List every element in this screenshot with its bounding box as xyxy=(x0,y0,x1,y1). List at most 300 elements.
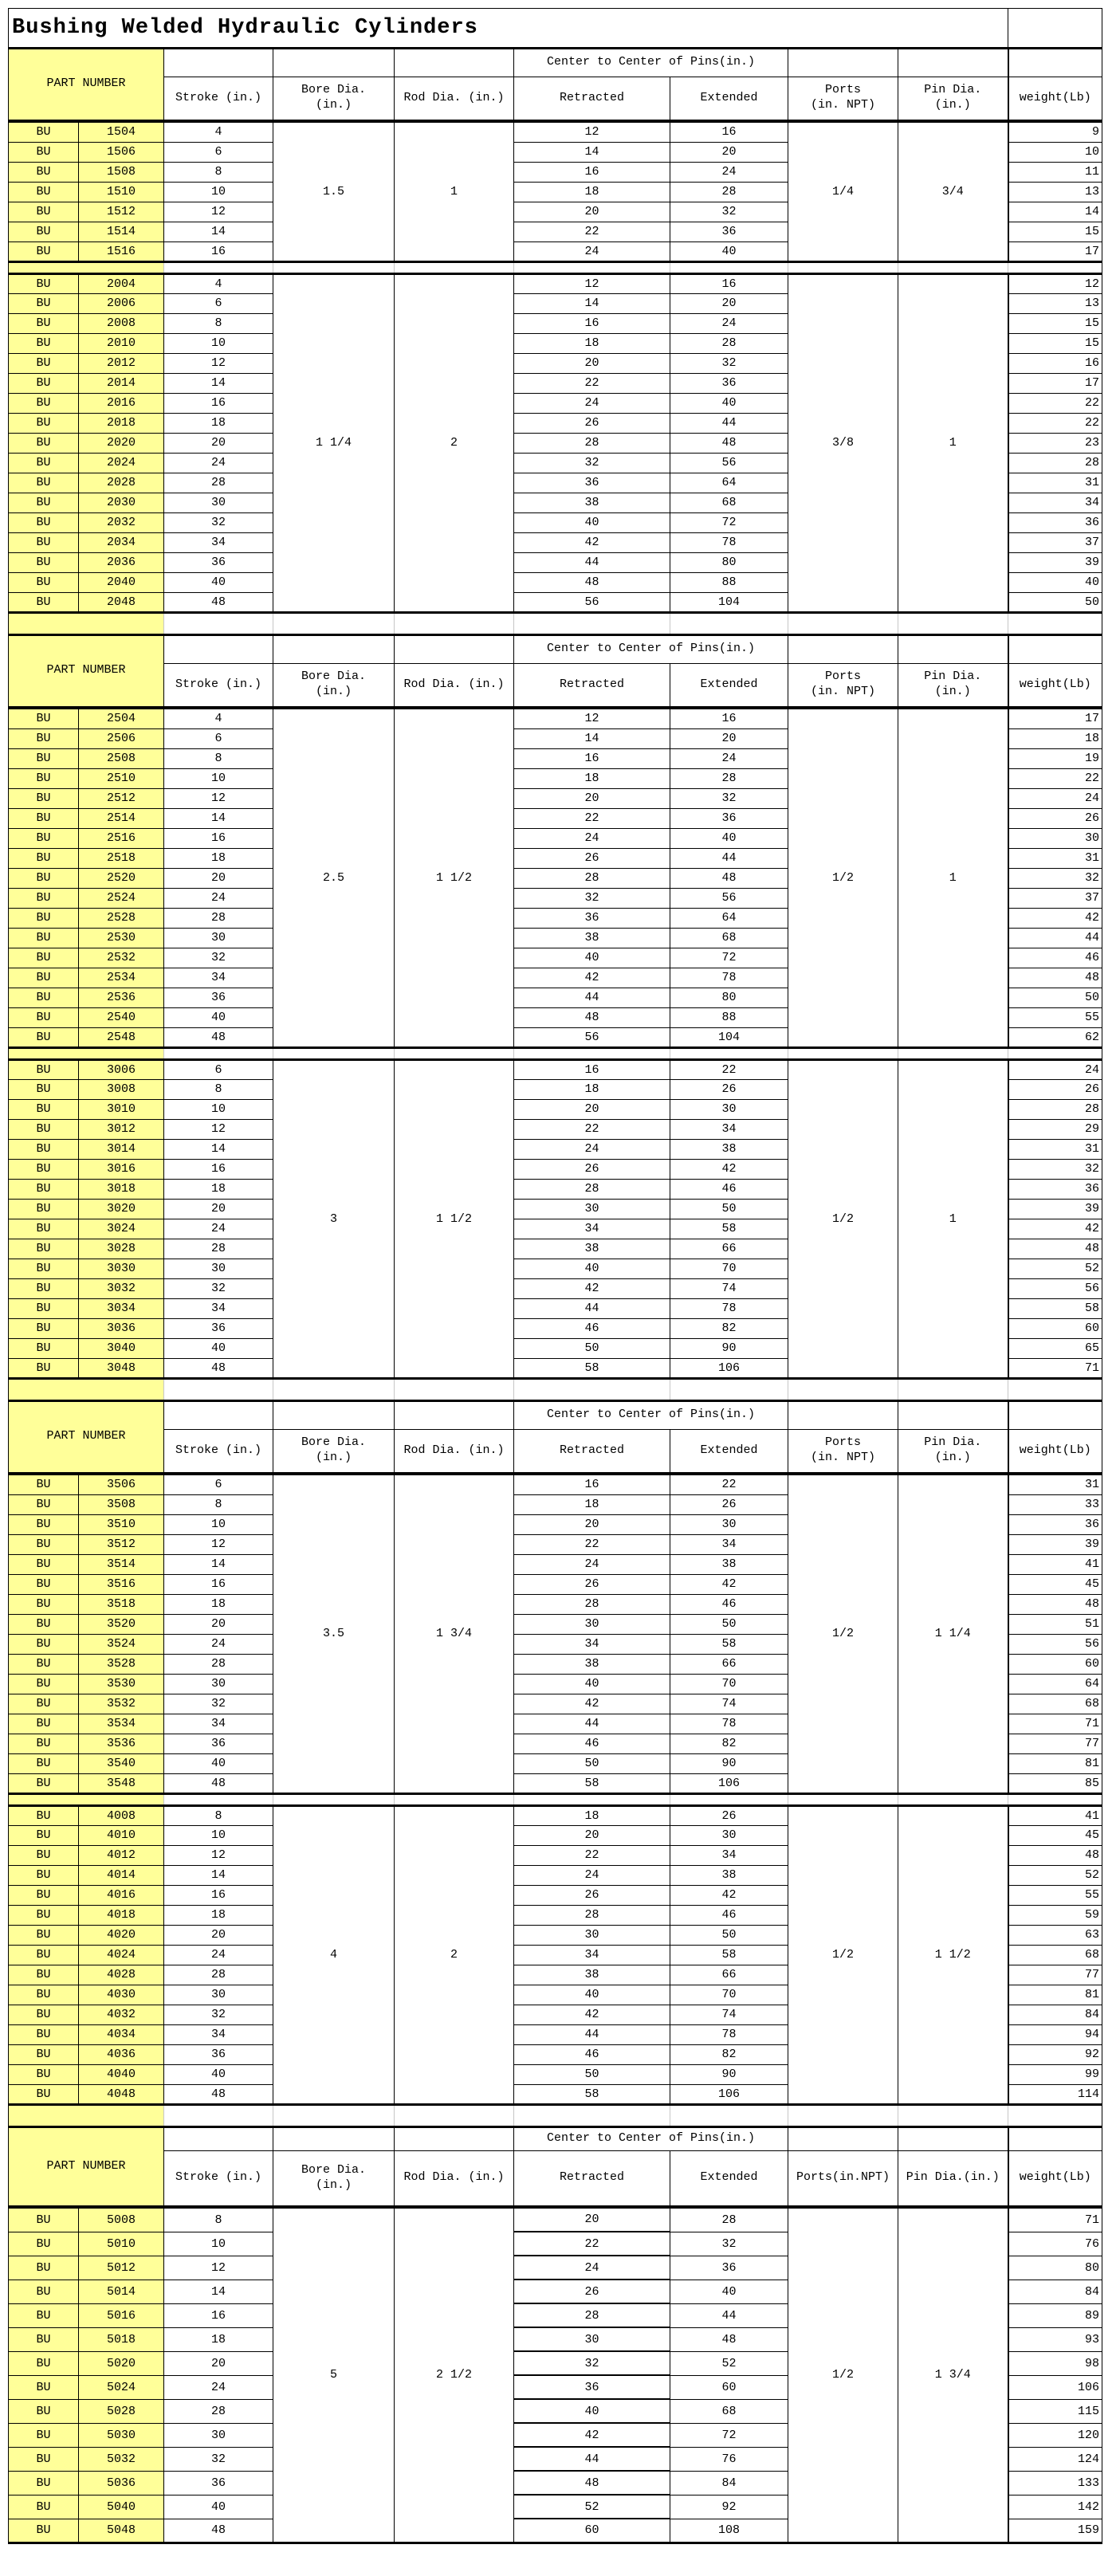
cell-retracted: 32 xyxy=(514,2351,670,2375)
cell-weight: 93 xyxy=(1008,2327,1102,2351)
cell-part-number: 2048 xyxy=(79,592,164,612)
header-weight: weight(Lb) xyxy=(1008,1429,1102,1473)
cell-part-number: 4048 xyxy=(79,2084,164,2104)
header-blank-bore xyxy=(273,48,395,77)
header-part-number: PART NUMBER xyxy=(9,634,164,707)
cell-weight: 77 xyxy=(1008,1965,1102,1985)
cell-part-prefix: BU xyxy=(9,1925,79,1945)
cell-weight: 84 xyxy=(1008,2005,1102,2024)
cell-retracted: 26 xyxy=(514,413,670,433)
cell-extended: 36 xyxy=(670,808,788,828)
cell-extended: 44 xyxy=(670,2303,788,2327)
cell-retracted: 22 xyxy=(514,1534,670,1554)
cell-stroke: 30 xyxy=(164,493,273,512)
cell-extended: 26 xyxy=(670,1805,788,1825)
cell-retracted: 20 xyxy=(514,353,670,373)
cell-extended: 84 xyxy=(670,2471,788,2495)
cell-part-number: 5010 xyxy=(79,2232,164,2256)
cell-stroke: 32 xyxy=(164,2005,273,2024)
cell-pin-merged: 1 xyxy=(898,709,1008,1047)
cell-retracted: 16 xyxy=(514,1059,670,1079)
cell-stroke: 24 xyxy=(164,1945,273,1965)
cell-stroke: 6 xyxy=(164,1475,273,1494)
cell-rod-merged: 1 1/2 xyxy=(395,709,514,1047)
cell-ports-merged: 1/2 xyxy=(788,1805,898,2104)
cell-stroke: 4 xyxy=(164,122,273,142)
cell-part-prefix: BU xyxy=(9,202,79,222)
table-header-2 xyxy=(8,634,1102,709)
table-header-0 xyxy=(8,47,1102,122)
cell-part-prefix: BU xyxy=(9,532,79,552)
cell-retracted: 42 xyxy=(514,2005,670,2024)
cell-extended: 64 xyxy=(670,908,788,928)
section-5-table xyxy=(8,1475,1102,1795)
cell-weight: 19 xyxy=(1008,748,1102,768)
cell-retracted: 16 xyxy=(514,1475,670,1494)
cell-weight: 81 xyxy=(1008,1753,1102,1773)
cell-weight: 37 xyxy=(1008,888,1102,908)
header-retracted: Retracted xyxy=(514,663,670,707)
cell-extended: 24 xyxy=(670,748,788,768)
cell-extended: 80 xyxy=(670,552,788,572)
header-blank-pin xyxy=(898,1400,1008,1429)
spacer-part-cell xyxy=(9,1380,164,1400)
cell-extended: 48 xyxy=(670,868,788,888)
cell-stroke: 14 xyxy=(164,1865,273,1885)
cell-part-number: 2528 xyxy=(79,908,164,928)
cell-retracted: 42 xyxy=(514,1694,670,1714)
cell-extended: 58 xyxy=(670,1219,788,1239)
cell-weight: 16 xyxy=(1008,353,1102,373)
header-blank-rod xyxy=(395,2126,514,2150)
cell-part-prefix: BU xyxy=(9,1139,79,1159)
cell-retracted: 46 xyxy=(514,1318,670,1338)
cell-part-prefix: BU xyxy=(9,1825,79,1845)
cell-part-prefix: BU xyxy=(9,552,79,572)
cell-part-number: 3018 xyxy=(79,1179,164,1199)
cell-retracted: 40 xyxy=(514,1259,670,1278)
cell-stroke: 12 xyxy=(164,353,273,373)
cell-weight: 115 xyxy=(1008,2399,1102,2423)
header-blank-weight xyxy=(1008,1400,1102,1429)
cell-weight: 84 xyxy=(1008,2280,1102,2303)
cell-extended: 16 xyxy=(670,709,788,728)
cell-part-number: 2518 xyxy=(79,848,164,868)
cell-retracted: 28 xyxy=(514,1905,670,1925)
cell-retracted: 40 xyxy=(514,512,670,532)
cell-part-number: 3512 xyxy=(79,1534,164,1554)
cell-weight: 33 xyxy=(1008,1494,1102,1514)
cell-part-prefix: BU xyxy=(9,2208,79,2232)
cell-weight: 81 xyxy=(1008,1985,1102,2005)
cell-part-number: 5028 xyxy=(79,2399,164,2423)
cell-stroke: 28 xyxy=(164,473,273,493)
header-blank-pin xyxy=(898,634,1008,663)
cell-extended: 46 xyxy=(670,1594,788,1614)
cell-part-number: 3016 xyxy=(79,1159,164,1179)
cell-extended: 42 xyxy=(670,1159,788,1179)
cell-weight: 32 xyxy=(1008,1159,1102,1179)
page-title: Bushing Welded Hydraulic Cylinders xyxy=(12,15,478,40)
cell-extended: 58 xyxy=(670,1945,788,1965)
title-row-right-cell xyxy=(1008,9,1102,47)
cell-weight: 48 xyxy=(1008,968,1102,988)
cell-retracted: 40 xyxy=(514,2399,670,2423)
cell-weight: 114 xyxy=(1008,2084,1102,2104)
cell-part-prefix: BU xyxy=(9,2256,79,2280)
cell-retracted: 24 xyxy=(514,393,670,413)
cell-part-number: 3532 xyxy=(79,1694,164,1714)
header-blank-pin xyxy=(898,2126,1008,2150)
cell-part-number: 2548 xyxy=(79,1027,164,1047)
cell-part-prefix: BU xyxy=(9,1099,79,1119)
cell-pin-merged: 3/4 xyxy=(898,122,1008,261)
cell-part-number: 5012 xyxy=(79,2256,164,2280)
cell-bore-merged: 3.5 xyxy=(273,1475,395,1793)
header-weight: weight(Lb) xyxy=(1008,77,1102,120)
cell-weight: 36 xyxy=(1008,1514,1102,1534)
cell-retracted: 38 xyxy=(514,928,670,948)
cell-weight: 48 xyxy=(1008,1845,1102,1865)
cell-part-prefix: BU xyxy=(9,2447,79,2471)
cell-stroke: 48 xyxy=(164,2519,273,2543)
cell-weight: 39 xyxy=(1008,552,1102,572)
cell-rod-merged: 2 1/2 xyxy=(395,2208,514,2543)
cell-part-prefix: BU xyxy=(9,493,79,512)
cell-weight: 60 xyxy=(1008,1318,1102,1338)
cell-retracted: 38 xyxy=(514,1965,670,1985)
cell-weight: 37 xyxy=(1008,532,1102,552)
cell-stroke: 40 xyxy=(164,572,273,592)
cell-weight: 48 xyxy=(1008,1594,1102,1614)
cell-weight: 24 xyxy=(1008,788,1102,808)
cell-weight: 94 xyxy=(1008,2024,1102,2044)
cell-stroke: 14 xyxy=(164,373,273,393)
cell-retracted: 48 xyxy=(514,1007,670,1027)
cell-stroke: 40 xyxy=(164,2495,273,2519)
cell-retracted: 40 xyxy=(514,948,670,968)
cell-part-number: 5032 xyxy=(79,2447,164,2471)
cell-extended: 24 xyxy=(670,162,788,182)
cell-stroke: 14 xyxy=(164,1139,273,1159)
cell-weight: 39 xyxy=(1008,1534,1102,1554)
cell-extended: 70 xyxy=(670,1259,788,1278)
cell-part-prefix: BU xyxy=(9,1239,79,1259)
cell-part-number: 2034 xyxy=(79,532,164,552)
cell-weight: 22 xyxy=(1008,393,1102,413)
cell-part-prefix: BU xyxy=(9,2375,79,2399)
header-blank-ports xyxy=(788,1400,898,1429)
cell-retracted: 34 xyxy=(514,1219,670,1239)
cell-extended: 20 xyxy=(670,142,788,162)
cell-part-prefix: BU xyxy=(9,1674,79,1694)
cell-extended: 40 xyxy=(670,2280,788,2303)
cell-stroke: 24 xyxy=(164,1634,273,1654)
section-spacer xyxy=(8,1795,1102,1804)
cell-weight: 133 xyxy=(1008,2471,1102,2495)
cell-stroke: 12 xyxy=(164,1845,273,1865)
header-retracted: Retracted xyxy=(514,1429,670,1473)
cell-retracted: 24 xyxy=(514,242,670,261)
cell-part-number: 2024 xyxy=(79,453,164,473)
cell-part-prefix: BU xyxy=(9,1985,79,2005)
cell-weight: 28 xyxy=(1008,1099,1102,1119)
cell-retracted: 24 xyxy=(514,1554,670,1574)
cell-extended: 20 xyxy=(670,293,788,313)
cell-retracted: 42 xyxy=(514,968,670,988)
cell-extended: 68 xyxy=(670,928,788,948)
header-extended: Extended xyxy=(670,77,788,120)
cell-stroke: 30 xyxy=(164,2423,273,2447)
cell-part-prefix: BU xyxy=(9,122,79,142)
cell-stroke: 28 xyxy=(164,1654,273,1674)
cell-part-prefix: BU xyxy=(9,1554,79,1574)
cell-weight: 22 xyxy=(1008,413,1102,433)
header-extended: Extended xyxy=(670,1429,788,1473)
cell-retracted: 28 xyxy=(514,2303,670,2327)
cell-stroke: 40 xyxy=(164,2064,273,2084)
cell-part-prefix: BU xyxy=(9,2471,79,2495)
cell-part-prefix: BU xyxy=(9,273,79,293)
cell-retracted: 44 xyxy=(514,2447,670,2471)
cell-extended: 106 xyxy=(670,1773,788,1793)
cell-stroke: 12 xyxy=(164,2256,273,2280)
cell-part-number: 2010 xyxy=(79,333,164,353)
cell-stroke: 32 xyxy=(164,2447,273,2471)
table-root xyxy=(8,47,1102,2544)
cell-extended: 78 xyxy=(670,1298,788,1318)
cell-weight: 28 xyxy=(1008,453,1102,473)
cell-extended: 28 xyxy=(670,182,788,202)
header-ports: Ports(in.NPT) xyxy=(788,2150,898,2206)
cell-part-prefix: BU xyxy=(9,1199,79,1219)
cell-weight: 46 xyxy=(1008,948,1102,968)
cell-extended: 34 xyxy=(670,1845,788,1865)
cell-part-prefix: BU xyxy=(9,728,79,748)
cell-part-prefix: BU xyxy=(9,709,79,728)
cell-extended: 28 xyxy=(670,768,788,788)
cell-part-number: 4030 xyxy=(79,1985,164,2005)
cell-part-prefix: BU xyxy=(9,1318,79,1338)
cell-part-number: 2008 xyxy=(79,313,164,333)
cell-extended: 70 xyxy=(670,1674,788,1694)
cell-part-number: 3510 xyxy=(79,1514,164,1534)
cell-retracted: 14 xyxy=(514,728,670,748)
cell-weight: 55 xyxy=(1008,1885,1102,1905)
header-blank-stroke xyxy=(164,1400,273,1429)
header-blank-stroke xyxy=(164,48,273,77)
header-bore: Bore Dia. (in.) xyxy=(273,1429,395,1473)
header-part-number: PART NUMBER xyxy=(9,48,164,120)
spacer-part-cell xyxy=(9,614,164,634)
cell-weight: 56 xyxy=(1008,1278,1102,1298)
header-rod: Rod Dia. (in.) xyxy=(395,2150,514,2206)
table-row xyxy=(9,2208,1102,2232)
cell-part-prefix: BU xyxy=(9,908,79,928)
cell-stroke: 10 xyxy=(164,1099,273,1119)
cell-extended: 74 xyxy=(670,1694,788,1714)
cell-part-prefix: BU xyxy=(9,2399,79,2423)
cell-weight: 48 xyxy=(1008,1239,1102,1259)
cell-extended: 56 xyxy=(670,888,788,908)
cell-stroke: 16 xyxy=(164,1885,273,1905)
cell-part-number: 5036 xyxy=(79,2471,164,2495)
cell-extended: 36 xyxy=(670,222,788,242)
cell-weight: 14 xyxy=(1008,202,1102,222)
cell-stroke: 36 xyxy=(164,1318,273,1338)
header-center-pins: Center to Center of Pins(in.) xyxy=(514,2126,788,2150)
cell-part-number: 1512 xyxy=(79,202,164,222)
cell-stroke: 32 xyxy=(164,1694,273,1714)
header-retracted: Retracted xyxy=(514,2150,670,2206)
cell-extended: 66 xyxy=(670,1965,788,1985)
cell-part-number: 3040 xyxy=(79,1338,164,1358)
cell-extended: 20 xyxy=(670,728,788,748)
cell-stroke: 12 xyxy=(164,1534,273,1554)
cell-bore-merged: 3 xyxy=(273,1059,395,1378)
cell-retracted: 50 xyxy=(514,1753,670,1773)
cell-part-prefix: BU xyxy=(9,1714,79,1734)
cell-part-number: 2540 xyxy=(79,1007,164,1027)
cell-part-number: 2536 xyxy=(79,988,164,1007)
cell-weight: 68 xyxy=(1008,1694,1102,1714)
cell-retracted: 22 xyxy=(514,1845,670,1865)
cell-part-number: 1504 xyxy=(79,122,164,142)
cell-extended: 40 xyxy=(670,828,788,848)
cell-part-prefix: BU xyxy=(9,1734,79,1753)
cell-rod-merged: 1 1/2 xyxy=(395,1059,514,1378)
cell-retracted: 20 xyxy=(514,2208,670,2232)
cell-stroke: 8 xyxy=(164,313,273,333)
table-header-6 xyxy=(8,2126,1102,2208)
header-blank-ports xyxy=(788,634,898,663)
cell-part-prefix: BU xyxy=(9,353,79,373)
cell-part-number: 1508 xyxy=(79,162,164,182)
cell-weight: 50 xyxy=(1008,988,1102,1007)
cell-part-prefix: BU xyxy=(9,1494,79,1514)
header-part-number: PART NUMBER xyxy=(9,2126,164,2206)
cell-extended: 36 xyxy=(670,373,788,393)
table-row xyxy=(9,273,1102,293)
cell-stroke: 18 xyxy=(164,2327,273,2351)
cell-retracted: 26 xyxy=(514,1885,670,1905)
cell-extended: 74 xyxy=(670,1278,788,1298)
cell-part-prefix: BU xyxy=(9,1614,79,1634)
title-block xyxy=(8,8,1102,47)
cell-weight: 24 xyxy=(1008,1059,1102,1079)
cell-part-prefix: BU xyxy=(9,948,79,968)
section-6-table xyxy=(8,1804,1102,2106)
cell-retracted: 24 xyxy=(514,2256,670,2280)
cell-part-number: 2012 xyxy=(79,353,164,373)
cell-weight: 26 xyxy=(1008,1079,1102,1099)
cell-retracted: 26 xyxy=(514,1159,670,1179)
cell-stroke: 16 xyxy=(164,393,273,413)
cell-retracted: 22 xyxy=(514,2232,670,2256)
cell-extended: 72 xyxy=(670,948,788,968)
cell-stroke: 36 xyxy=(164,2044,273,2064)
cell-part-number: 2016 xyxy=(79,393,164,413)
cell-part-prefix: BU xyxy=(9,1574,79,1594)
cell-part-number: 3014 xyxy=(79,1139,164,1159)
cell-retracted: 12 xyxy=(514,709,670,728)
cell-extended: 72 xyxy=(670,2423,788,2447)
cell-part-prefix: BU xyxy=(9,1159,79,1179)
cell-stroke: 10 xyxy=(164,333,273,353)
cell-retracted: 58 xyxy=(514,1358,670,1378)
cell-part-prefix: BU xyxy=(9,512,79,532)
cell-stroke: 48 xyxy=(164,1358,273,1378)
cell-retracted: 44 xyxy=(514,2024,670,2044)
section-1-table xyxy=(8,122,1102,263)
cell-stroke: 24 xyxy=(164,1219,273,1239)
cell-extended: 46 xyxy=(670,1905,788,1925)
cell-part-number: 2014 xyxy=(79,373,164,393)
header-blank-rod xyxy=(395,48,514,77)
header-bore: Bore Dia. (in.) xyxy=(273,77,395,120)
cell-stroke: 36 xyxy=(164,1734,273,1753)
header-stroke: Stroke (in.) xyxy=(164,1429,273,1473)
cell-weight: 11 xyxy=(1008,162,1102,182)
table-row xyxy=(9,1059,1102,1079)
cell-extended: 50 xyxy=(670,1614,788,1634)
cell-retracted: 18 xyxy=(514,768,670,788)
cell-bore-merged: 1.5 xyxy=(273,122,395,261)
header-weight: weight(Lb) xyxy=(1008,2150,1102,2206)
cell-retracted: 44 xyxy=(514,988,670,1007)
cell-part-prefix: BU xyxy=(9,1654,79,1674)
header-pin: Pin Dia. (in.) xyxy=(898,663,1008,707)
cell-weight: 85 xyxy=(1008,1773,1102,1793)
cell-extended: 42 xyxy=(670,1885,788,1905)
cell-stroke: 4 xyxy=(164,709,273,728)
cell-weight: 52 xyxy=(1008,1865,1102,1885)
cell-part-prefix: BU xyxy=(9,2044,79,2064)
cell-retracted: 44 xyxy=(514,1298,670,1318)
cell-part-number: 3006 xyxy=(79,1059,164,1079)
cell-part-number: 4010 xyxy=(79,1825,164,1845)
cell-weight: 60 xyxy=(1008,1654,1102,1674)
cell-weight: 13 xyxy=(1008,293,1102,313)
cell-stroke: 10 xyxy=(164,2232,273,2256)
cell-part-prefix: BU xyxy=(9,242,79,261)
cell-part-prefix: BU xyxy=(9,2519,79,2543)
cell-retracted: 60 xyxy=(514,2519,670,2543)
cell-extended: 90 xyxy=(670,2064,788,2084)
cell-part-number: 2508 xyxy=(79,748,164,768)
cell-weight: 15 xyxy=(1008,313,1102,333)
cell-retracted: 18 xyxy=(514,182,670,202)
cell-part-prefix: BU xyxy=(9,393,79,413)
cell-part-number: 2030 xyxy=(79,493,164,512)
cell-part-number: 4018 xyxy=(79,1905,164,1925)
cell-part-prefix: BU xyxy=(9,2024,79,2044)
cell-stroke: 48 xyxy=(164,1773,273,1793)
cell-retracted: 20 xyxy=(514,788,670,808)
cell-stroke: 16 xyxy=(164,1159,273,1179)
cell-retracted: 24 xyxy=(514,828,670,848)
header-stroke: Stroke (in.) xyxy=(164,663,273,707)
cell-retracted: 18 xyxy=(514,1494,670,1514)
cell-retracted: 28 xyxy=(514,1179,670,1199)
cell-stroke: 24 xyxy=(164,453,273,473)
cell-weight: 59 xyxy=(1008,1905,1102,1925)
cell-rod-merged: 2 xyxy=(395,1805,514,2104)
cell-part-prefix: BU xyxy=(9,1259,79,1278)
cell-part-number: 5020 xyxy=(79,2351,164,2375)
cell-part-number: 3530 xyxy=(79,1674,164,1694)
cell-stroke: 10 xyxy=(164,768,273,788)
